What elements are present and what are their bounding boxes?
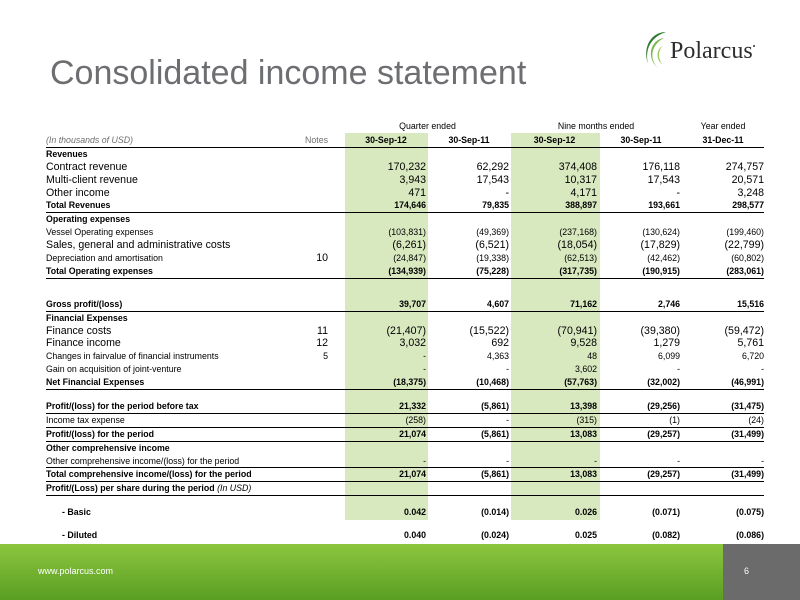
row-value: 471 [408,186,426,199]
row-label: Financial Expenses [46,312,128,323]
col-header: 30-Sep-11 [448,135,490,145]
row-value: (24,847) [393,253,426,264]
row-value: 17,543 [476,173,509,186]
units-caption: (In thousands of USD) [46,135,134,145]
year-ended-label: Year ended [700,121,746,131]
row-value: 20,571 [731,173,764,186]
row-value: 13,083 [570,469,597,480]
row-value: - [506,455,509,466]
row-value: 62,292 [476,160,509,173]
row-value: 0.040 [403,530,426,541]
row-label: Total comprehensive income/(loss) for the period [46,469,252,480]
statement-row [46,376,764,390]
row-note: 12 [316,337,328,350]
row-label: Other comprehensive income/(loss) for the period [46,455,240,466]
row-value: 174,646 [394,200,426,211]
row-value: - [423,364,426,375]
statement-row [46,325,764,338]
statement-row [46,312,764,325]
row-value: (5,861) [481,469,509,480]
row-value: 0.026 [574,507,597,518]
row-value: 21,074 [399,428,426,439]
income-statement-table [46,120,764,542]
row-label: Net Financial Expenses [46,377,145,388]
col-header: 31-Dec-11 [702,135,744,145]
statement-row [46,414,764,428]
statement-row [46,298,764,312]
row-label: Profit/(loss) for the period [46,428,155,439]
row-value: 17,543 [647,173,680,186]
row-value: - [761,455,764,466]
row-value: - [423,455,426,466]
row-value: (22,799) [724,239,764,252]
quarter-ended-label: Quarter ended [399,121,456,131]
statement-row [46,529,764,542]
page-number-block [723,544,800,600]
row-value: (29,257) [647,428,680,439]
row-value: (6,261) [392,239,426,252]
row-label: Changes in fairvalue of financial instruments [46,351,219,362]
statement-row [46,482,764,496]
row-value: (29,256) [647,401,680,412]
row-value: 9,528 [570,337,597,350]
row-value: (60,802) [731,253,764,264]
row-value: (1) [669,414,680,425]
row-label: - Basic [62,507,91,518]
statement-row [46,187,764,200]
row-value: 6,099 [657,351,680,362]
statement-row [46,199,764,213]
logo-wordmark: Polarcus• [670,38,756,64]
row-value: 13,083 [570,428,597,439]
row-value: 21,332 [399,401,426,412]
row-value: (103,831) [388,227,426,238]
row-value: (130,624) [642,227,680,238]
statement-row [46,455,764,469]
row-value: (49,369) [476,227,509,238]
row-value: 3,602 [574,364,597,375]
row-label: Contract revenue [46,160,128,173]
row-value: 176,118 [642,160,680,173]
row-value: (18,375) [393,377,426,388]
column-header-row [46,134,764,148]
row-value: 193,661 [648,200,680,211]
row-value: (75,228) [476,265,509,276]
row-value: 388,897 [565,200,597,211]
row-value: 298,577 [732,200,764,211]
footer-url[interactable]: www.polarcus.com [38,566,114,576]
row-value: (237,168) [559,227,597,238]
row-value: (18,054) [557,239,597,252]
footer-bar [0,544,800,600]
row-value: 4,171 [570,186,597,199]
row-value: (62,513) [564,253,597,264]
statement-row [46,161,764,174]
row-value: (21,407) [386,324,426,337]
page-number: 6 [744,566,750,576]
row-value: 39,707 [399,298,426,309]
row-value: - [676,186,680,199]
col-header: 30-Sep-11 [620,135,662,145]
row-value: 170,232 [387,160,426,173]
row-value: 79,835 [482,200,509,211]
row-value: (59,472) [724,324,764,337]
row-value: (0.071) [652,507,680,518]
row-value: (0.082) [652,530,680,541]
row-label: Finance costs [46,324,112,337]
row-value: (0.086) [736,530,764,541]
row-value: (199,460) [726,227,764,238]
statement-row [46,265,764,279]
row-value: (29,257) [647,469,680,480]
row-value: (15,522) [469,324,509,337]
row-value: 1,279 [653,337,680,350]
row-label: Profit/(Loss) per share during the period (In USD) [46,483,252,494]
row-value: 4,607 [486,298,509,309]
row-label: Other income [46,186,110,199]
row-value: (5,861) [481,401,509,412]
row-label: Profit/(loss) for the period before tax [46,401,199,412]
row-value: (32,002) [647,377,680,388]
statement-row [46,148,764,161]
row-value: 13,398 [570,401,597,412]
row-value: (315) [576,414,597,425]
row-value: 71,162 [570,298,597,309]
row-label: Income tax expense [46,414,125,425]
row-value: (190,915) [642,265,680,276]
row-value: (258) [405,414,426,425]
row-value: - [506,414,509,425]
row-value: (6,521) [475,239,509,252]
row-value: 10,317 [564,173,597,186]
nine-months-label: Nine months ended [557,121,635,131]
row-value: - [506,364,509,375]
statement-row [46,239,764,252]
statement-row [46,226,764,239]
row-value: (31,475) [731,401,764,412]
statement-row [46,506,764,519]
row-value: - [761,364,764,375]
col-header: 30-Sep-12 [365,135,407,145]
row-value: (19,338) [476,253,509,264]
row-value: 692 [491,337,509,350]
row-value: 15,516 [737,298,764,309]
row-value: (31,499) [731,469,764,480]
row-label: Total Revenues [46,200,111,211]
row-label: Revenues [46,148,88,159]
row-value: 0.025 [574,530,597,541]
statement-row [46,350,764,363]
row-label: - Diluted [62,530,98,541]
row-label: Gain on acquisition of joint-venture [46,364,182,375]
row-value: - [677,455,680,466]
row-value: (317,735) [559,265,597,276]
row-label: Gross profit/(loss) [46,298,123,309]
statement-row [46,442,764,455]
row-label: Sales, general and administrative costs [46,239,231,252]
row-value: 4,363 [486,351,509,362]
row-value: - [423,351,426,362]
row-label: Operating expenses [46,214,131,225]
row-value: 3,943 [399,173,426,186]
statement-row [46,400,764,414]
statement-row [46,337,764,350]
row-value: 0.042 [403,507,426,518]
statement-row [46,428,764,442]
notes-header: Notes [305,135,328,145]
row-value: - [505,186,509,199]
row-value: (24) [748,414,764,425]
row-value: 5,761 [737,337,764,350]
row-value: 374,408 [558,160,597,173]
row-value: (0.024) [481,530,509,541]
row-value: (0.075) [736,507,764,518]
row-value: 3,248 [737,186,764,199]
statement-row [46,363,764,376]
row-value: 274,757 [725,160,764,173]
row-value: 3,032 [399,337,426,350]
row-value: 48 [587,351,597,362]
row-value: - [677,364,680,375]
col-header: 30-Sep-12 [533,135,576,145]
row-value: (42,462) [647,253,680,264]
statement-row [46,213,764,226]
row-value: 2,746 [657,298,680,309]
statement-row [46,252,764,265]
statement-row [46,468,764,482]
row-value: (0.014) [481,507,509,518]
row-label: Other comprehensive income [46,442,170,453]
row-label: Multi-client revenue [46,173,138,186]
row-value: 21,074 [399,469,426,480]
row-label: Depreciation and amortisation [46,253,163,264]
row-value: (57,763) [564,377,597,388]
row-label: Vessel Operating expenses [46,227,154,238]
row-value: - [594,455,597,466]
row-value: (134,939) [388,265,426,276]
row-value: (5,861) [481,428,509,439]
row-value: (46,991) [731,377,764,388]
row-value: (17,829) [640,239,680,252]
row-value: 6,720 [741,351,764,362]
row-note: 5 [323,351,328,362]
row-value: (39,380) [640,324,680,337]
row-note: 10 [316,252,328,265]
row-note: 11 [317,324,328,337]
statement-row [46,174,764,187]
row-label: Total Operating expenses [46,265,153,276]
row-label: Finance income [46,337,121,350]
row-value: (70,941) [557,324,597,337]
row-value: (31,499) [731,428,764,439]
period-group-header [46,120,764,134]
row-value: (283,061) [726,265,764,276]
page-title: Consolidated income statement [50,54,527,92]
row-value: (10,468) [476,377,509,388]
